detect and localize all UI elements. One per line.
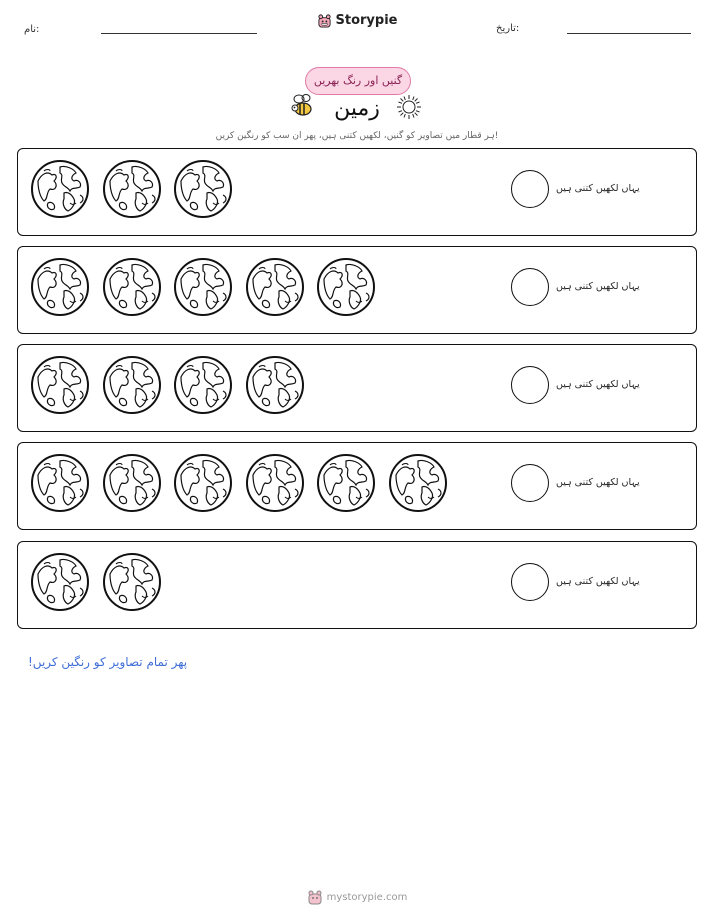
- write-count-label: یہاں لکھیں کتنی ہیں: [556, 477, 640, 488]
- earth-globe-icon: [173, 257, 233, 317]
- write-count-label: یہاں لکھیں کتنی ہیں: [556, 183, 640, 194]
- count-row: [17, 344, 697, 432]
- site-url: mystorypie.com: [326, 891, 408, 903]
- earth-globe-icon: [316, 257, 376, 317]
- earth-globe-icon: [102, 552, 162, 612]
- brand-name: Storypie: [335, 13, 398, 28]
- instructions: ہر قطار میں تصاویر کو گنیں، لکھیں کتنی ہیں، پھر ان سب کو رنگین کریں!: [215, 131, 499, 141]
- storypie-logo-icon: [307, 889, 323, 905]
- count-row: [17, 442, 697, 530]
- date-line: [567, 33, 691, 34]
- earth-globe-icon: [30, 257, 90, 317]
- earth-globe-icon: [30, 552, 90, 612]
- sun-icon: [396, 94, 422, 120]
- earth-globe-icon: [245, 453, 305, 513]
- name-label: نام:: [24, 24, 40, 35]
- storypie-logo-icon: [317, 13, 332, 28]
- write-count-label: یہاں لکھیں کتنی ہیں: [556, 576, 640, 587]
- write-count-label: یہاں لکھیں کتنی ہیں: [556, 379, 640, 390]
- earth-globe-icon: [102, 355, 162, 415]
- earth-globe-icon: [388, 453, 448, 513]
- earth-globe-icon: [30, 453, 90, 513]
- earth-globe-icon: [30, 159, 90, 219]
- count-row: [17, 541, 697, 629]
- activity-badge: گنیں اور رنگ بھریں: [305, 67, 411, 95]
- earth-globe-icon: [102, 453, 162, 513]
- site-footer: [0, 889, 714, 909]
- earth-globe-icon: [102, 257, 162, 317]
- brand-header: [0, 13, 714, 32]
- name-line: [101, 33, 257, 34]
- earth-globe-icon: [245, 257, 305, 317]
- page-title: زمین: [334, 96, 380, 121]
- answer-circle[interactable]: [511, 366, 549, 404]
- earth-globe-icon: [245, 355, 305, 415]
- answer-circle[interactable]: [511, 464, 549, 502]
- earth-globe-icon: [173, 159, 233, 219]
- answer-circle[interactable]: [511, 268, 549, 306]
- earth-globe-icon: [173, 453, 233, 513]
- count-row: [17, 246, 697, 334]
- date-label: تاریخ:: [496, 23, 520, 34]
- answer-circle[interactable]: [511, 170, 549, 208]
- earth-globe-icon: [30, 355, 90, 415]
- earth-globe-icon: [102, 159, 162, 219]
- answer-circle[interactable]: [511, 563, 549, 601]
- write-count-label: یہاں لکھیں کتنی ہیں: [556, 281, 640, 292]
- footer-message: پھر تمام تصاویر کو رنگین کریں!: [28, 655, 188, 669]
- count-row: [17, 148, 697, 236]
- earth-globe-icon: [316, 453, 376, 513]
- earth-globe-icon: [173, 355, 233, 415]
